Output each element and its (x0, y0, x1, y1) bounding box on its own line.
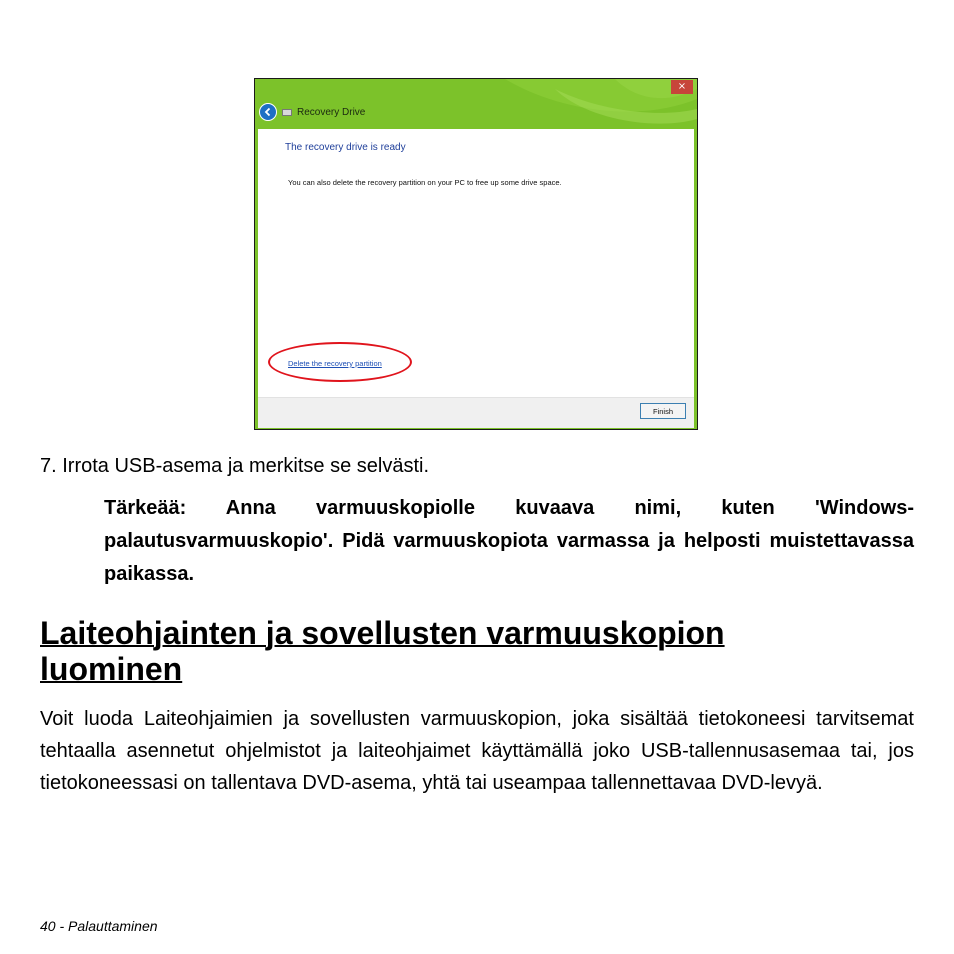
page-footer: 40 - Palauttaminen (40, 918, 158, 934)
recovery-drive-window (254, 78, 698, 430)
delete-partition-link[interactable]: Delete the recovery partition (288, 359, 382, 368)
finish-button[interactable]: Finish (640, 403, 686, 419)
back-arrow-icon (263, 107, 273, 117)
important-note: Tärkeää: Anna varmuuskopiolle kuvaava nimi, kuten 'Windows-palautusvarmuuskopio'. Pidä varmuuskopiota varmassa ja helposti muistettavassa paikassa. (104, 497, 914, 585)
back-button[interactable] (259, 103, 277, 121)
dialog-content (258, 129, 694, 428)
usb-drive-icon (282, 109, 292, 116)
ready-message: You can also delete the recovery partition on your PC to free up some drive space. (288, 178, 562, 187)
dialog-titlebar (259, 102, 559, 122)
dialog-title: Recovery Drive (297, 106, 366, 118)
ready-heading: The recovery drive is ready (285, 142, 406, 153)
dialog-footer (258, 397, 694, 428)
section-title: Laiteohjainten ja sovellusten varmuuskopion luominen (40, 615, 725, 687)
close-button[interactable]: × (671, 80, 693, 94)
body-paragraph: Voit luoda Laiteohjaimien ja sovellusten varmuuskopion, joka sisältää tietokoneesi tarvitsemat tehtaalla asennetut ohjelmistot ja laiteohjaimet käyttämällä joko USB-tallennusasemaa tai, jos tietokoneessasi on tallentava DVD-asema, yhtä tai useampaa tallennettavaa DVD-levyä. (40, 708, 914, 794)
step-seven: 7. Irrota USB-asema ja merkitse se selvästi. (40, 455, 430, 477)
